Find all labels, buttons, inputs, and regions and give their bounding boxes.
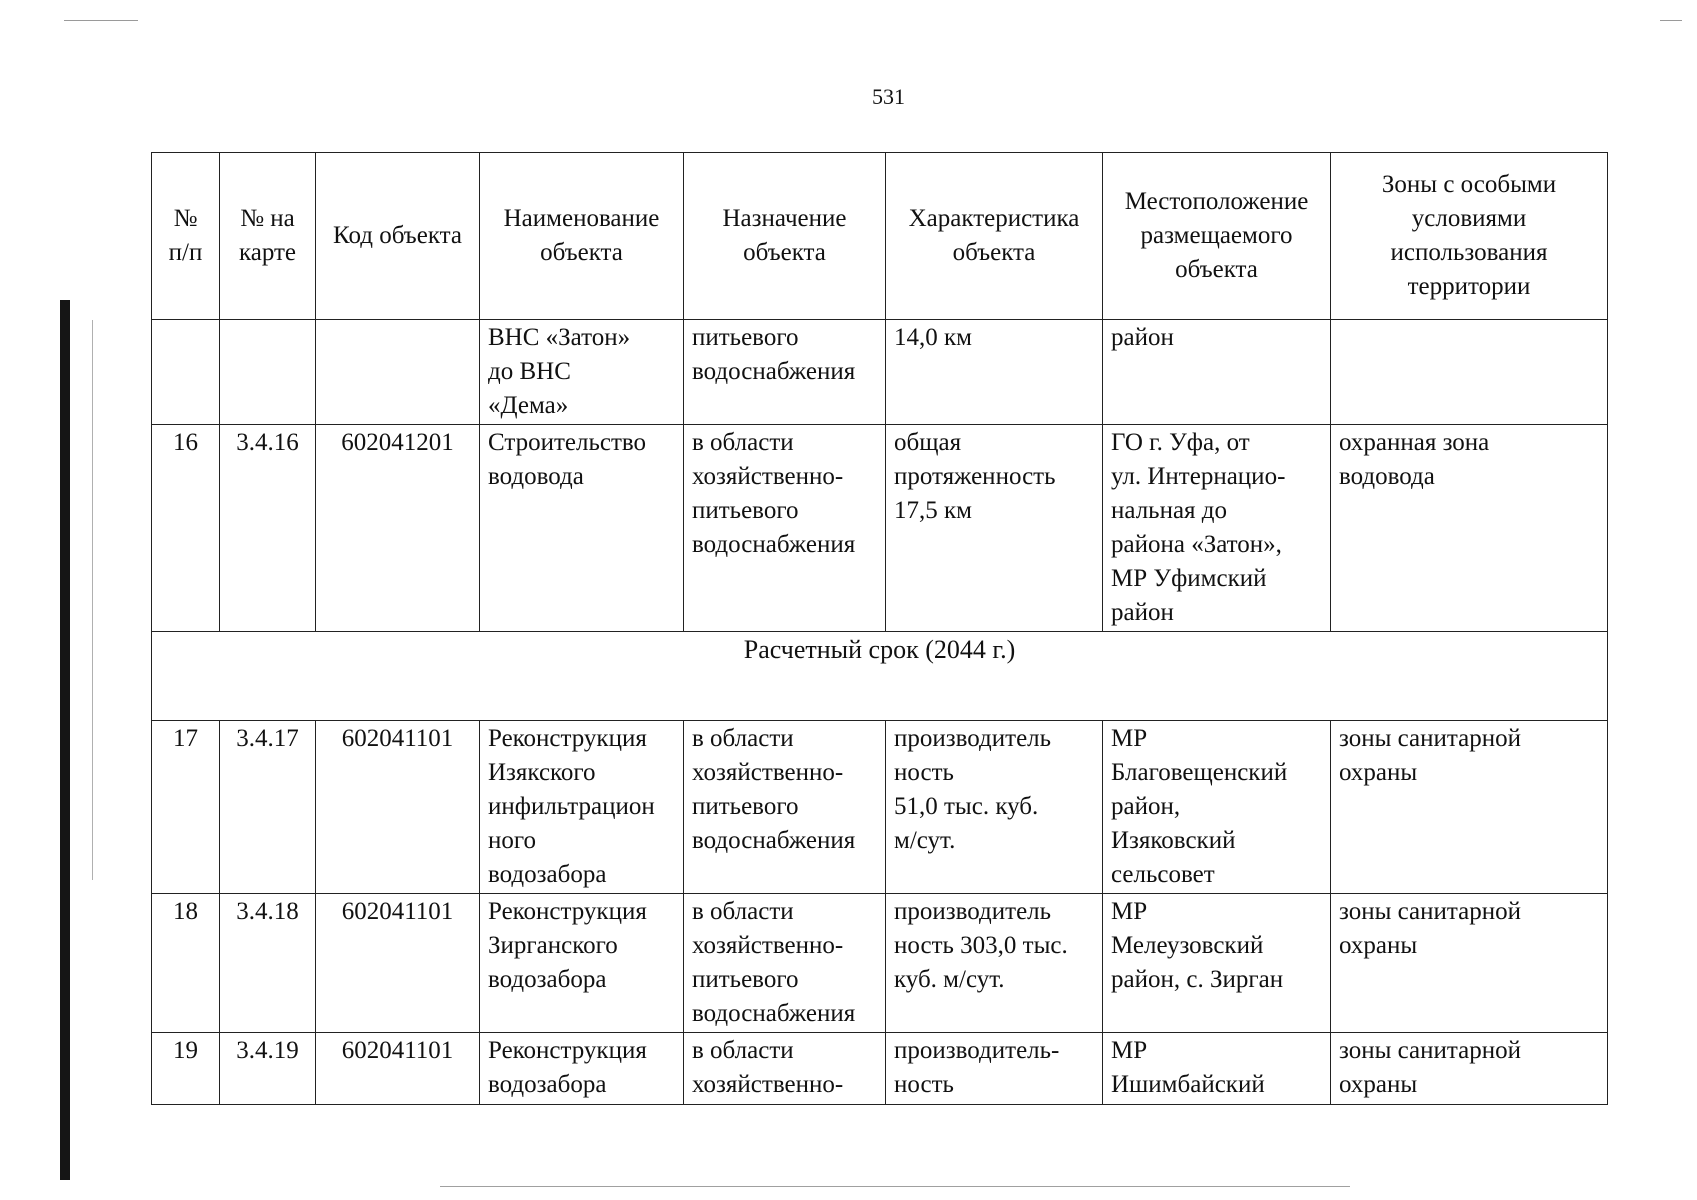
section-title: Расчетный срок (2044 г.) bbox=[152, 632, 1608, 721]
table-row bbox=[152, 721, 1608, 894]
cell-characteristic: производитель ность 51,0 тыс. куб. м/сут. bbox=[886, 721, 1103, 894]
cell-num: 16 bbox=[152, 425, 220, 632]
cell-characteristic: производитель- ность bbox=[886, 1033, 1103, 1105]
cell-num: 19 bbox=[152, 1033, 220, 1105]
cell-purpose: в области хозяйственно- bbox=[684, 1033, 886, 1105]
cell-characteristic: 14,0 км bbox=[886, 320, 1103, 425]
cell-name: Реконструкция водозабора bbox=[480, 1033, 684, 1105]
cell-location: МР Ишимбайский bbox=[1103, 1033, 1331, 1105]
cell-location: МР Благовещенский район, Изяковский сельсовет bbox=[1103, 721, 1331, 894]
cell-map: 3.4.18 bbox=[220, 894, 316, 1033]
header-cell-num: № п/п bbox=[152, 153, 220, 320]
cell-name: Реконструкция Изякского инфильтрацион ного водозабора bbox=[480, 721, 684, 894]
scan-binding-shadow bbox=[92, 320, 93, 880]
cell-name: ВНС «Затон» до ВНС «Дема» bbox=[480, 320, 684, 425]
cell-code bbox=[316, 320, 480, 425]
cell-map bbox=[220, 320, 316, 425]
cell-code: 602041101 bbox=[316, 1033, 480, 1105]
scan-edge-line-top-left bbox=[64, 20, 138, 21]
cell-code: 602041101 bbox=[316, 894, 480, 1033]
cell-code: 602041201 bbox=[316, 425, 480, 632]
cell-location: ГО г. Уфа, от ул. Интернацио- нальная до района «Затон», МР Уфимский район bbox=[1103, 425, 1331, 632]
cell-zones bbox=[1331, 320, 1608, 425]
cell-zones: зоны санитарной охраны bbox=[1331, 1033, 1608, 1105]
cell-map: 3.4.19 bbox=[220, 1033, 316, 1105]
cell-location: район bbox=[1103, 320, 1331, 425]
header-cell-purpose: Назначение объекта bbox=[684, 153, 886, 320]
section-row bbox=[152, 632, 1608, 721]
header-cell-location: Местоположение размещаемого объекта bbox=[1103, 153, 1331, 320]
table-row bbox=[152, 894, 1608, 1033]
cell-code: 602041101 bbox=[316, 721, 480, 894]
cell-zones: охранная зона водовода bbox=[1331, 425, 1608, 632]
cell-purpose: в области хозяйственно- питьевого водоснабжения bbox=[684, 721, 886, 894]
cell-zones: зоны санитарной охраны bbox=[1331, 894, 1608, 1033]
scan-binding-edge bbox=[60, 300, 70, 1180]
table-row bbox=[152, 320, 1608, 425]
header-cell-code: Код объекта bbox=[316, 153, 480, 320]
cell-purpose: питьевого водоснабжения bbox=[684, 320, 886, 425]
cell-num bbox=[152, 320, 220, 425]
cell-purpose: в области хозяйственно- питьевого водоснабжения bbox=[684, 425, 886, 632]
table-row bbox=[152, 1033, 1608, 1105]
cell-purpose: в области хозяйственно- питьевого водоснабжения bbox=[684, 894, 886, 1033]
cell-characteristic: производитель ность 303,0 тыс. куб. м/сут. bbox=[886, 894, 1103, 1033]
header-cell-name: Наименование объекта bbox=[480, 153, 684, 320]
scan-edge-line-top-right bbox=[1660, 20, 1682, 21]
cell-characteristic: общая протяженность 17,5 км bbox=[886, 425, 1103, 632]
table-row bbox=[152, 425, 1608, 632]
header-cell-zones: Зоны с особыми условиями использования территории bbox=[1331, 153, 1608, 320]
cell-name: Строительство водовода bbox=[480, 425, 684, 632]
objects-table bbox=[151, 152, 1608, 1105]
cell-name: Реконструкция Зирганского водозабора bbox=[480, 894, 684, 1033]
page-number: 531 bbox=[872, 84, 905, 109]
header-cell-map: № на карте bbox=[220, 153, 316, 320]
cell-zones: зоны санитарной охраны bbox=[1331, 721, 1608, 894]
cell-map: 3.4.17 bbox=[220, 721, 316, 894]
cell-num: 18 bbox=[152, 894, 220, 1033]
scan-edge-line-bottom bbox=[440, 1186, 1350, 1187]
cell-location: МР Мелеузовский район, с. Зирган bbox=[1103, 894, 1331, 1033]
cell-num: 17 bbox=[152, 721, 220, 894]
table-header-row bbox=[152, 153, 1608, 320]
header-cell-characteristic: Характеристика объекта bbox=[886, 153, 1103, 320]
cell-map: 3.4.16 bbox=[220, 425, 316, 632]
